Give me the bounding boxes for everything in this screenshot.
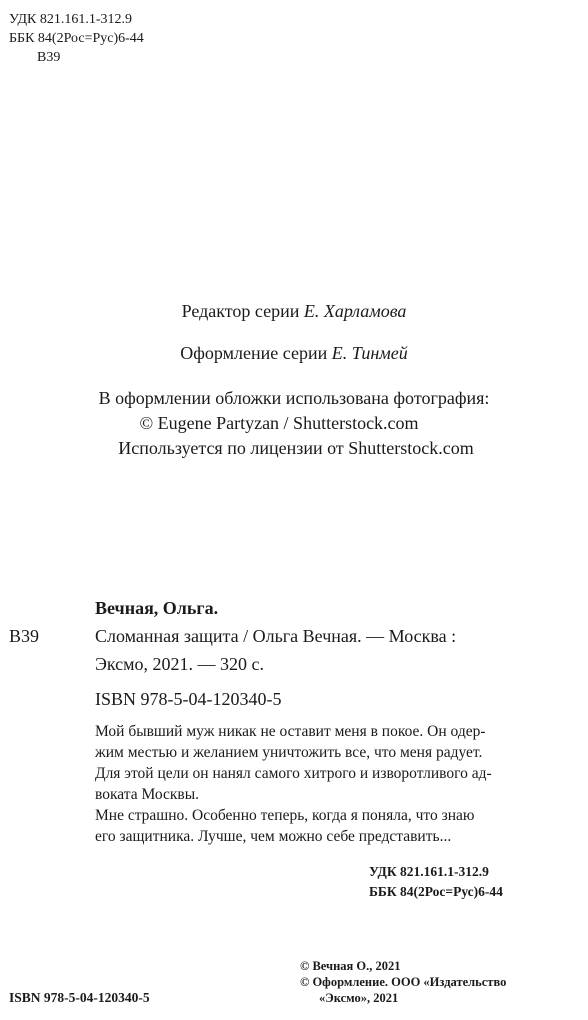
annotation-line: воката Москвы.	[95, 786, 200, 803]
catalog-description-line-2: Эксмо, 2021. — 320 с.	[95, 654, 265, 674]
copyright-block	[300, 958, 506, 1006]
annotation-line: Мой бывший муж никак не оставит меня в покое. Он одер-	[95, 723, 486, 740]
copyright-author: © Вечная О., 2021	[300, 959, 401, 973]
cover-photo-credit	[0, 386, 588, 461]
bottom-udk-code: УДК 821.161.1-312.9	[369, 864, 489, 879]
top-classification-codes	[9, 10, 144, 67]
series-editor-name: Е. Харламова	[303, 301, 407, 321]
photo-credit-line-1: В оформлении обложки использована фотография:	[98, 388, 490, 408]
series-editor-label: Редактор серии	[181, 301, 304, 321]
annotation-line: Для этой цели он нанял самого хитрого и изворотливого ад-	[95, 765, 492, 782]
catalog-description-line-1: Сломанная защита / Ольга Вечная. — Москва :	[95, 626, 457, 646]
catalog-isbn: ISBN 978-5-04-120340-5	[95, 689, 282, 709]
series-design-label: Оформление серии	[180, 343, 332, 363]
footer-isbn: ISBN 978-5-04-120340-5	[9, 990, 150, 1005]
copyright-design-line-1: © Оформление. ООО «Издательство	[300, 975, 507, 989]
series-editor-line	[0, 301, 588, 322]
photo-credit-line-3: Используется по лицензии от Shutterstock.com	[118, 438, 474, 458]
annotation-line: Мне страшно. Особенно теперь, когда я поняла, что знаю	[95, 807, 475, 824]
copyright-design-line-2: «Эксмо», 2021	[319, 991, 399, 1005]
catalog-index: В39	[9, 626, 40, 646]
series-design-name: Е. Тинмей	[331, 343, 408, 363]
photo-credit-line-2: © Eugene Partyzan / Shutterstock.com	[139, 413, 419, 433]
bottom-classification-codes	[369, 862, 503, 902]
bbk-code: ББК 84(2Рос=Рус)6-44	[9, 31, 144, 46]
udk-code: УДК 821.161.1-312.9	[9, 12, 133, 27]
annotation-line: жим местью и желанием уничтожить все, что меня радует.	[95, 744, 483, 761]
annotation-line: его защитника. Лучше, чем можно себе представить...	[95, 828, 452, 845]
series-design-line	[0, 343, 588, 364]
author-sign: В39	[37, 50, 61, 65]
bottom-bbk-code: ББК 84(2Рос=Рус)6-44	[369, 884, 503, 899]
book-annotation	[95, 721, 575, 847]
catalog-author: Вечная, Ольга.	[95, 598, 219, 618]
